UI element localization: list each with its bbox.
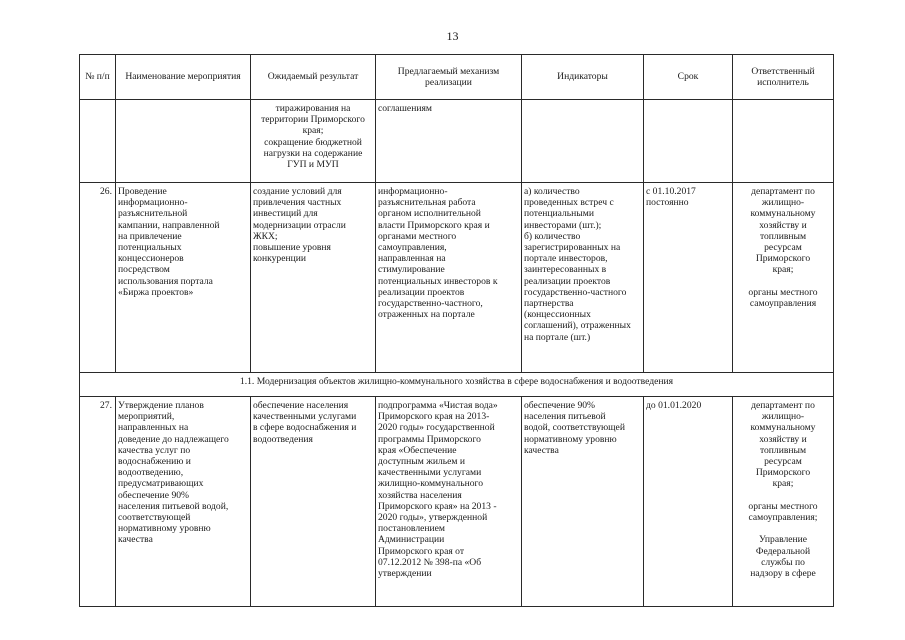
cell-line: Приморского края на 2013- (378, 411, 490, 423)
table-row-27 (80, 397, 834, 607)
cell-line: доступным жильем и (378, 456, 466, 468)
cell-line: жилищно- (761, 197, 805, 209)
cell-indicators (522, 183, 644, 373)
cell-line: разъяснительной (118, 208, 188, 220)
cell-line (735, 523, 831, 534)
cell-line: нагрузки на содержание (263, 147, 363, 159)
header-result: Ожидаемый результат (251, 55, 376, 100)
cell-line: власти Приморского края и (378, 219, 490, 231)
cell-line: обеспечение населения (253, 400, 349, 411)
cell-mechanism (376, 397, 522, 607)
cell-line: надзору в сфере (750, 568, 816, 580)
cell-line: в сфере водоснабжения и (253, 422, 357, 434)
cell-line: 07.12.2012 № 398-па «Об (378, 556, 482, 568)
cell-line: водоснабжению и (118, 456, 191, 468)
cell-line: края; (302, 125, 324, 137)
cell-line: водой, соответствующей (524, 422, 625, 434)
cell-term (644, 397, 733, 607)
cell-line: водоотведения (253, 433, 313, 445)
cell-line: хозяйства населения (378, 489, 462, 501)
cell-line: органами местного (378, 230, 457, 242)
cell-mechanism (376, 183, 522, 373)
cell-line: концессионеров (118, 253, 184, 265)
cell-line: а) количество (524, 186, 580, 197)
cell-line: конкуренции (253, 253, 307, 265)
cell-line: предусматривающих (118, 478, 204, 490)
cell-line: постановлением (378, 523, 445, 535)
cell-line: Приморского (755, 253, 811, 265)
cell-line: подпрограмма «Чистая вода» (378, 400, 498, 411)
cell-line: населения питьевой водой, (118, 500, 229, 512)
cell-executor (733, 183, 834, 373)
cell-line: населения питьевой (524, 411, 606, 423)
cell-term (644, 100, 733, 183)
cell-line: органы местного (748, 500, 818, 512)
cell-line: мероприятий, (118, 411, 175, 423)
cell-line: заинтересованных в (524, 264, 607, 276)
cell-line: стимулирование (378, 264, 445, 276)
cell-line: на портале (шт.) (524, 331, 591, 343)
header-row (80, 55, 834, 100)
cell-line: нормативному уровню (118, 523, 211, 535)
cell-line: соглашениям (378, 103, 432, 114)
cell-line: доведение до надлежащего (118, 433, 229, 445)
row-number: 27. (80, 397, 116, 607)
cell-line: потенциальными (524, 208, 594, 220)
cell-line: службы по (761, 556, 805, 568)
row-number: 26. (80, 183, 116, 373)
cell-line: отраженных на портале (378, 309, 475, 321)
cell-line: привлечения частных (253, 197, 342, 209)
header-mechanism: Предлагаемый механизм реализации (376, 55, 522, 100)
cell-line: с 01.10.2017 (646, 186, 696, 197)
cell-line: программы Приморского (378, 433, 481, 445)
header-name: Наименование мероприятия (116, 55, 251, 100)
cell-line: направленная на (378, 253, 446, 265)
cell-line: Утверждение планов (118, 400, 204, 411)
cell-line: обеспечение 90% (524, 400, 596, 411)
cell-line: б) количество (524, 230, 581, 242)
cell-line: самоуправления, (378, 242, 447, 254)
cell-line: государственно-частного, (378, 298, 483, 310)
cell-line: Приморского края» на 2013 - (378, 500, 497, 512)
cell-line: информационно- (378, 186, 448, 197)
section-title: 1.1. Модернизация объектов жилищно-коммунального хозяйства в сфере водоснабжения и водоотведения (80, 373, 834, 397)
cell-line: тиражирования на (275, 103, 351, 114)
cell-line: повышение уровня (253, 242, 331, 254)
continued-row (80, 100, 834, 183)
cell-name (116, 397, 251, 607)
cell-line: 2020 годы», утвержденной (378, 512, 488, 524)
cell-line: жилищно-коммунального (378, 478, 483, 490)
cell-mechanism (376, 100, 522, 183)
cell-line: (концессионных (524, 309, 591, 321)
cell-line: органом исполнительной (378, 208, 481, 220)
cell-line: портале инвесторов, (524, 253, 608, 265)
cell-line: территории Приморского (261, 114, 365, 126)
cell-indicators (522, 100, 644, 183)
cell-line: на привлечение (118, 230, 182, 242)
cell-line: инвесторами (шт.); (524, 219, 602, 231)
cell-line: качественными услугами (253, 411, 357, 423)
cell-line: качественными услугами (378, 467, 482, 479)
header-executor: Ответственный исполнитель (733, 55, 834, 100)
cell-line: департамент по (751, 186, 815, 197)
cell-executor (733, 397, 834, 607)
cell-line (735, 490, 831, 501)
cell-line: реализации проектов (378, 286, 465, 298)
cell-line: ЖКХ; (253, 230, 278, 242)
cell-line: информационно- (118, 197, 188, 209)
header-num: № п/п (80, 55, 116, 100)
cell-line: хозяйству и (759, 219, 807, 231)
cell-line: постоянно (646, 197, 689, 209)
cell-line: топливным (759, 444, 807, 456)
cell-result (251, 100, 376, 183)
action-plan-table (79, 54, 834, 607)
cell-line: коммунальному (750, 422, 816, 434)
cell-line: инвестиций для (253, 208, 318, 220)
cell-term (644, 183, 733, 373)
cell-line: края «Обеспечение (378, 444, 457, 456)
cell-name (116, 183, 251, 373)
cell-line: качества услуг по (118, 444, 191, 456)
cell-line: реализации проектов (524, 275, 611, 287)
cell-line: направленных на (118, 422, 189, 434)
cell-line: ресурсам (764, 456, 802, 468)
cell-line: обеспечение 90% (118, 489, 190, 501)
cell-line: соглашений), отраженных (524, 320, 631, 332)
cell-line: Федеральной (755, 545, 811, 557)
cell-line (735, 276, 831, 287)
cell-line: государственно-частного (524, 286, 627, 298)
cell-line: до 01.01.2020 (646, 400, 702, 411)
page-number: 13 (446, 29, 459, 43)
cell-line: департамент по (751, 400, 815, 411)
cell-line: партнерства (524, 298, 574, 310)
table-row-26 (80, 183, 834, 373)
cell-line: 2020 годы» государственной (378, 422, 495, 434)
cell-line: водоотведению, (118, 467, 184, 479)
cell-line: использования портала (118, 275, 213, 287)
cell-num (80, 100, 116, 183)
cell-line: качества (524, 444, 559, 456)
cell-line: сокращение бюджетной (264, 136, 362, 148)
cell-line: хозяйству и (759, 433, 807, 445)
cell-line: ГУП и МУП (287, 159, 339, 171)
section-row (80, 373, 834, 397)
cell-line: Проведение (118, 186, 167, 197)
cell-line: Администрации (378, 534, 445, 546)
cell-line: создание условий для (253, 186, 342, 197)
header-indicators: Индикаторы (522, 55, 644, 100)
cell-line: края; (772, 478, 794, 490)
cell-line: утверждении (378, 568, 432, 580)
cell-indicators (522, 397, 644, 607)
cell-line: модернизации отрасли (253, 219, 346, 231)
cell-result (251, 397, 376, 607)
cell-line: коммунальному (750, 208, 816, 220)
cell-executor (733, 100, 834, 183)
cell-line: Приморского края от (378, 545, 465, 557)
cell-line: «Биржа проектов» (118, 286, 194, 298)
cell-line: органы местного (748, 286, 818, 298)
cell-line: края; (772, 264, 794, 276)
cell-line: кампании, направленной (118, 219, 220, 231)
cell-line: Приморского (755, 467, 811, 479)
cell-result (251, 183, 376, 373)
cell-line: потенциальных (118, 242, 182, 254)
cell-line: жилищно- (761, 411, 805, 423)
cell-line: самоуправления; (748, 512, 818, 524)
cell-line: нормативному уровню (524, 433, 617, 445)
cell-line: посредством (118, 264, 170, 276)
cell-line: топливным (759, 230, 807, 242)
cell-line: разъяснительная работа (378, 197, 476, 209)
cell-line: ресурсам (764, 242, 802, 254)
cell-name (116, 100, 251, 183)
cell-line: самоуправления (749, 298, 817, 310)
cell-line: качества (118, 534, 153, 546)
cell-line: соответствующей (118, 512, 191, 524)
cell-line: потенциальных инвесторов к (378, 275, 498, 287)
cell-line: Управление (758, 534, 808, 546)
cell-line: проведенных встреч с (524, 197, 614, 209)
cell-line: зарегистрированных на (524, 242, 621, 254)
header-term: Срок (644, 55, 733, 100)
